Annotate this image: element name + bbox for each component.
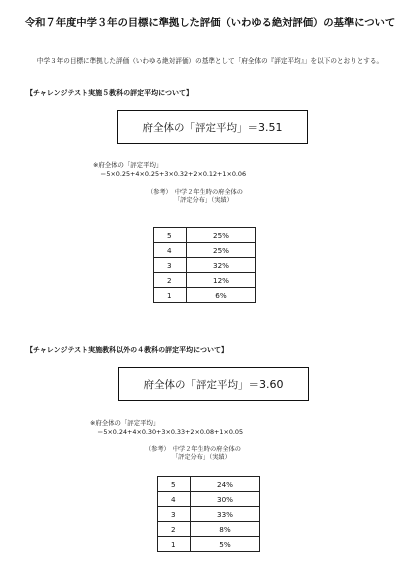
section-2-reference: [145, 446, 241, 462]
note-formula: ＝5×0.24+4×0.30+3×0.33+2×0.08+1×0.05: [97, 427, 244, 436]
reference-line-1: （参考） 中学２年生時の府全体の: [147, 189, 243, 196]
grade-cell: 3: [158, 507, 191, 522]
section-2-note: [90, 419, 243, 436]
grade-cell: 4: [154, 243, 187, 258]
grade-cell: 1: [158, 537, 191, 552]
percent-cell: 33%: [191, 507, 260, 522]
grade-cell: 2: [154, 273, 187, 288]
percent-cell: 8%: [191, 522, 260, 537]
section-1-heading: 【チャレンジテスト実施５教科の評定平均について】: [26, 89, 194, 97]
grade-cell: 1: [154, 288, 187, 303]
section-1-reference: [147, 189, 243, 205]
average-label: 府全体の「評定平均」＝: [142, 121, 258, 134]
reference-line-2: 「評定分布」（実績）: [172, 454, 231, 461]
table-row: [154, 288, 256, 303]
average-value: 3.60: [259, 377, 284, 391]
grade-cell: 5: [154, 228, 187, 243]
percent-cell: 30%: [191, 492, 260, 507]
percent-cell: 6%: [187, 288, 256, 303]
percent-cell: 5%: [191, 537, 260, 552]
table-row: [154, 228, 256, 243]
section-1-distribution-table: [153, 227, 256, 303]
section-1-average-box: [117, 110, 308, 144]
percent-cell: 24%: [191, 477, 260, 492]
grade-cell: 5: [158, 477, 191, 492]
table-row: [158, 522, 260, 537]
section-2-heading: 【チャレンジテスト実施教科以外の４教科の評定平均について】: [26, 346, 229, 354]
average-label: 府全体の「評定平均」＝: [143, 378, 259, 391]
section-2-average-box: [118, 367, 309, 401]
percent-cell: 12%: [187, 273, 256, 288]
reference-line-2: 「評定分布」（実績）: [174, 197, 233, 204]
table-row: [158, 477, 260, 492]
table-row: [158, 492, 260, 507]
section-2-distribution-table: [157, 476, 260, 552]
table-row: [154, 273, 256, 288]
average-value: 3.51: [258, 120, 283, 134]
percent-cell: 25%: [187, 228, 256, 243]
percent-cell: 25%: [187, 243, 256, 258]
note-line-1: ※府全体の「評定平均」: [90, 419, 160, 427]
percent-cell: 32%: [187, 258, 256, 273]
note-line-1: ※府全体の「評定平均」: [93, 161, 163, 169]
table-row: [154, 243, 256, 258]
note-formula: ＝5×0.25+4×0.25+3×0.32+2×0.12+1×0.06: [100, 169, 247, 178]
table-row: [158, 537, 260, 552]
table-row: [158, 507, 260, 522]
grade-cell: 2: [158, 522, 191, 537]
page-title: 令和７年度中学３年の目標に準拠した評価（いわゆる絶対評価）の基準について: [24, 17, 396, 29]
grade-cell: 4: [158, 492, 191, 507]
grade-cell: 3: [154, 258, 187, 273]
section-1-note: [93, 161, 246, 178]
table-row: [154, 258, 256, 273]
reference-line-1: （参考） 中学２年生時の府全体の: [145, 446, 241, 453]
intro-text: 中学３年の目標に準拠した評価（いわゆる絶対評価）の基準として「府全体の『評定平均』」を以下のとおりとする。: [36, 57, 384, 65]
